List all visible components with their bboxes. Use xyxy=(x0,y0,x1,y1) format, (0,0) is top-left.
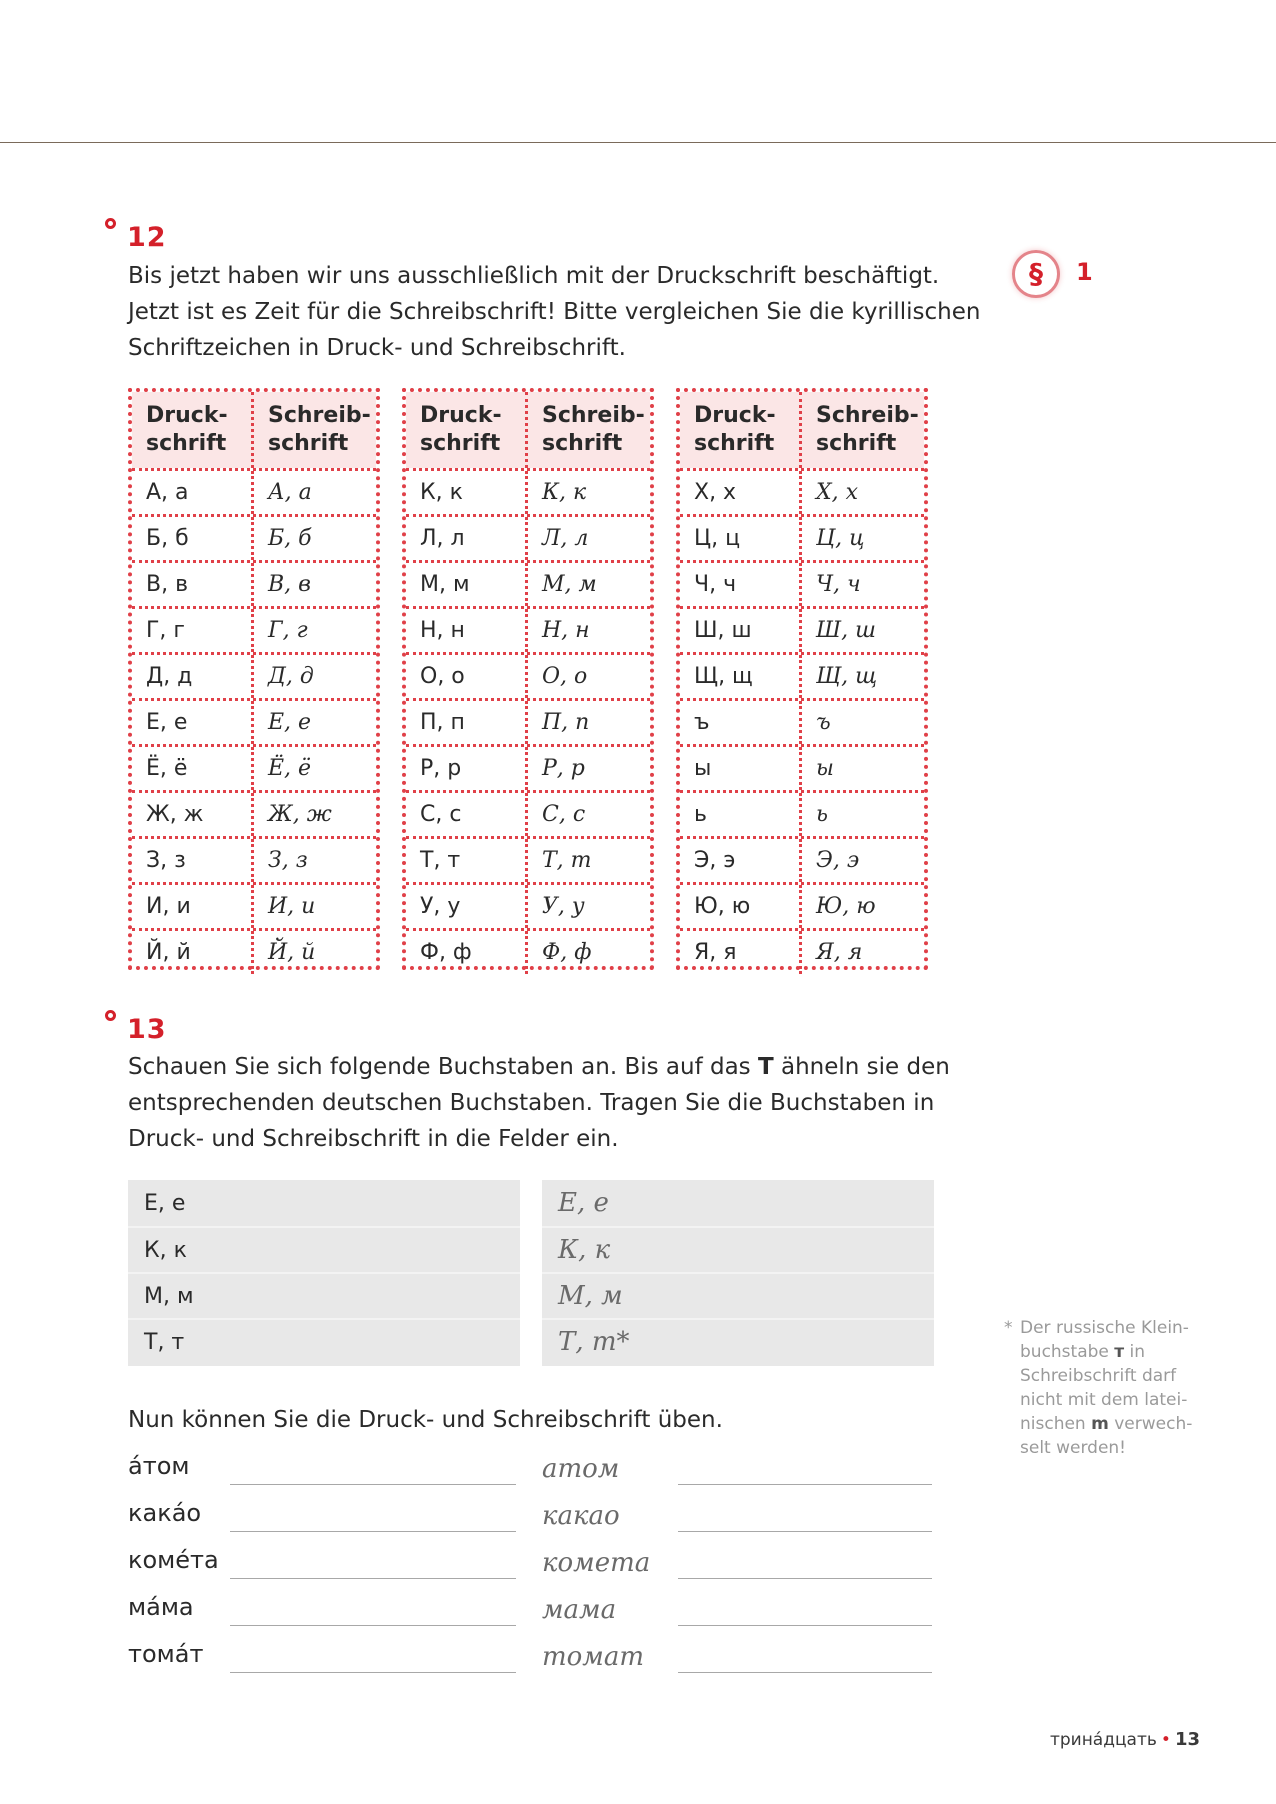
script-letter: Т, т xyxy=(542,848,592,873)
header-rule xyxy=(0,142,1276,143)
writing-line[interactable] xyxy=(678,1578,932,1579)
alphabet-row xyxy=(406,744,650,790)
footnote xyxy=(1004,1316,1214,1460)
alphabet-row xyxy=(406,560,650,606)
alphabet-row xyxy=(132,790,376,836)
script-letter: Ю, ю xyxy=(816,894,876,919)
writing-line[interactable] xyxy=(230,1578,516,1579)
print-letter: Р, р xyxy=(406,747,528,790)
exercise-12-marker xyxy=(105,218,116,229)
alphabet-row xyxy=(406,790,650,836)
alphabet-row xyxy=(406,606,650,652)
print-letter: Г, г xyxy=(132,609,254,652)
script-letter: Б, б xyxy=(268,526,312,551)
print-letter-row: М, м xyxy=(128,1272,520,1318)
page-footer xyxy=(1050,1729,1200,1750)
footer-separator: • xyxy=(1160,1730,1171,1750)
alphabet-row xyxy=(406,468,650,514)
print-letter: Л, л xyxy=(406,517,528,560)
page-number-word: тринáдцать xyxy=(1049,1730,1157,1750)
exercise-13-line: Druck- und Schreibschrift in die Felder ein. xyxy=(128,1126,619,1152)
script-letter: Д, д xyxy=(268,664,314,689)
print-letter: У, у xyxy=(406,885,528,928)
writing-line[interactable] xyxy=(678,1625,932,1626)
writing-line[interactable] xyxy=(230,1672,516,1673)
script-letter-row: М, м xyxy=(542,1272,934,1318)
highlight-letter: т xyxy=(1114,1342,1125,1362)
header-print: Druck- schrift xyxy=(132,392,254,468)
script-letter: И, и xyxy=(268,894,316,919)
script-letter: Ж, ж xyxy=(268,802,332,827)
print-letter: А, а xyxy=(132,471,254,514)
script-letter: В, в xyxy=(268,572,311,597)
script-letter: М, м xyxy=(542,572,597,597)
alphabet-row xyxy=(406,698,650,744)
script-letter: Ч, ч xyxy=(816,572,861,597)
practice-print-word: какáо xyxy=(128,1499,202,1527)
alphabet-table xyxy=(402,388,654,970)
script-letter: З, з xyxy=(268,848,308,873)
practice-row xyxy=(128,1546,934,1593)
practice-row xyxy=(128,1640,934,1687)
alphabet-table xyxy=(128,388,380,970)
script-letter: ы xyxy=(816,756,834,781)
writing-line[interactable] xyxy=(230,1531,516,1532)
alphabet-row xyxy=(680,514,924,560)
paragraph-reference-number: 1 xyxy=(1076,258,1093,286)
exercise-13-instructions xyxy=(128,1049,950,1157)
alphabet-row xyxy=(680,744,924,790)
alphabet-row xyxy=(132,882,376,928)
alphabet-row xyxy=(680,652,924,698)
highlight-letter: m xyxy=(1091,1414,1109,1434)
print-letter: Т, т xyxy=(406,839,528,882)
text-run: buchstabe xyxy=(1020,1342,1115,1362)
footnote-line xyxy=(1020,1340,1214,1364)
print-letter: Ю, ю xyxy=(680,885,802,928)
print-letter: Ф, ф xyxy=(406,931,528,974)
header-script: Schreib- schrift xyxy=(542,403,645,456)
print-letter: ъ xyxy=(680,701,802,744)
alphabet-row xyxy=(680,698,924,744)
writing-line[interactable] xyxy=(230,1484,516,1485)
print-letter: ь xyxy=(680,793,802,836)
print-letter-row: К, к xyxy=(128,1226,520,1272)
script-letters-box xyxy=(542,1180,934,1366)
practice-print-word: áтом xyxy=(128,1452,190,1480)
text-run: verwech- xyxy=(1108,1414,1193,1434)
print-letter: Й, й xyxy=(132,931,254,974)
practice-intro: Nun können Sie die Druck- und Schreibschrift üben. xyxy=(128,1407,723,1433)
exercise-13-line: entsprechenden deutschen Buchstaben. Tragen Sie die Buchstaben in xyxy=(128,1090,935,1116)
header-print: Druck- schrift xyxy=(406,392,528,468)
print-letter: Б, б xyxy=(132,517,254,560)
footnote-star: * xyxy=(1004,1318,1013,1338)
script-letter: Щ, щ xyxy=(816,664,878,689)
footnote-line: Der russische Klein- xyxy=(1020,1318,1189,1338)
exercise-12-number: 12 xyxy=(127,222,167,253)
practice-script-word: какао xyxy=(542,1501,620,1531)
alphabet-row xyxy=(406,652,650,698)
alphabet-row xyxy=(406,928,650,974)
print-letter: Н, н xyxy=(406,609,528,652)
script-letter: А, а xyxy=(268,480,312,505)
writing-line[interactable] xyxy=(678,1531,932,1532)
print-letter: Ж, ж xyxy=(132,793,254,836)
print-letter: Х, х xyxy=(680,471,802,514)
print-letter: Ц, ц xyxy=(680,517,802,560)
print-letter: З, з xyxy=(132,839,254,882)
print-letter: В, в xyxy=(132,563,254,606)
alphabet-table-header xyxy=(132,392,376,468)
writing-line[interactable] xyxy=(678,1672,932,1673)
alphabet-row xyxy=(132,560,376,606)
print-letter: К, к xyxy=(406,471,528,514)
print-letter: Ч, ч xyxy=(680,563,802,606)
alphabet-row xyxy=(680,606,924,652)
script-letter: Г, г xyxy=(268,618,308,643)
practice-script-word: атом xyxy=(542,1454,620,1484)
alphabet-table xyxy=(676,388,928,970)
footnote-line xyxy=(1020,1412,1214,1436)
text-run: ähneln sie den xyxy=(773,1054,950,1080)
alphabet-row xyxy=(132,836,376,882)
script-letter-row: Е, е xyxy=(558,1188,609,1218)
alphabet-row xyxy=(132,468,376,514)
print-letter: И, и xyxy=(132,885,254,928)
script-letter: Ц, ц xyxy=(816,526,865,551)
print-letter: М, м xyxy=(406,563,528,606)
footnote-line: Schreibschrift darf xyxy=(1020,1366,1177,1386)
script-letter: К, к xyxy=(542,480,587,505)
alphabet-row xyxy=(132,928,376,974)
print-letter: Ё, ё xyxy=(132,747,254,790)
exercise-13-marker xyxy=(105,1010,116,1021)
alphabet-row xyxy=(132,698,376,744)
alphabet-row xyxy=(406,882,650,928)
print-letter: П, п xyxy=(406,701,528,744)
exercise-12-line: Jetzt ist es Zeit für die Schreibschrift! Bitte vergleichen Sie die kyrillischen xyxy=(128,299,981,325)
print-letter-row: Т, т xyxy=(128,1318,520,1364)
script-letter: Э, э xyxy=(816,848,860,873)
print-letter: О, о xyxy=(406,655,528,698)
exercise-13-number: 13 xyxy=(127,1014,167,1045)
alphabet-row xyxy=(680,790,924,836)
alphabet-row xyxy=(680,882,924,928)
print-letter-row: Е, е xyxy=(144,1190,186,1216)
script-letter: ъ xyxy=(816,710,831,735)
script-letter: Ё, ё xyxy=(268,756,312,781)
script-letter: Х, х xyxy=(816,480,859,505)
practice-lines xyxy=(128,1452,934,1687)
page-number: 13 xyxy=(1174,1729,1200,1750)
alphabet-row xyxy=(132,606,376,652)
practice-print-word: комéта xyxy=(128,1546,219,1574)
writing-line[interactable] xyxy=(230,1625,516,1626)
exercise-12-instructions xyxy=(128,258,980,366)
header-script: Schreib- schrift xyxy=(268,403,371,456)
footnote-line: nicht mit dem latei- xyxy=(1020,1390,1188,1410)
print-letter: Е, е xyxy=(132,701,254,744)
script-letter: С, с xyxy=(542,802,586,827)
alphabet-row xyxy=(680,468,924,514)
alphabet-row xyxy=(406,836,650,882)
script-letter-row: К, к xyxy=(542,1226,934,1272)
footnote-line: selt werden! xyxy=(1020,1438,1127,1458)
script-letter: П, п xyxy=(542,710,590,735)
alphabet-row xyxy=(132,514,376,560)
alphabet-row xyxy=(132,652,376,698)
alphabet-table-header xyxy=(406,392,650,468)
practice-print-word: мáма xyxy=(128,1593,194,1621)
alphabet-row xyxy=(406,514,650,560)
print-letter: ы xyxy=(680,747,802,790)
highlight-letter: Т xyxy=(757,1054,774,1080)
script-letter: О, о xyxy=(542,664,588,689)
practice-script-word: комета xyxy=(542,1548,651,1578)
text-run: Schauen Sie sich folgende Buchstaben an. Bis auf das xyxy=(128,1054,758,1080)
alphabet-table-header xyxy=(680,392,924,468)
text-run: in xyxy=(1124,1342,1146,1362)
exercise-12-line: Bis jetzt haben wir uns ausschließlich mit der Druckschrift beschäftigt. xyxy=(128,263,940,289)
paragraph-reference-badge xyxy=(1012,250,1060,298)
practice-script-word: мама xyxy=(542,1595,617,1625)
script-letter: Л, л xyxy=(542,526,589,551)
print-letter: Д, д xyxy=(132,655,254,698)
script-letter: Й, й xyxy=(268,940,316,965)
practice-row xyxy=(128,1593,934,1640)
practice-script-word: томат xyxy=(542,1642,645,1672)
exercise-12-line: Schriftzeichen in Druck- und Schreibschrift. xyxy=(128,335,626,361)
practice-print-word: томáт xyxy=(128,1640,204,1668)
script-letter: Н, н xyxy=(542,618,590,643)
print-letter: Э, э xyxy=(680,839,802,882)
print-letter: С, с xyxy=(406,793,528,836)
print-letters-box xyxy=(128,1180,520,1366)
header-print: Druck- schrift xyxy=(680,392,802,468)
script-letter-row: Т, т* xyxy=(542,1318,934,1364)
alphabet-row xyxy=(680,560,924,606)
script-letter: Е, е xyxy=(268,710,312,735)
paragraph-icon: § xyxy=(1029,257,1043,290)
print-letter: Щ, щ xyxy=(680,655,802,698)
script-letter: Ф, ф xyxy=(542,940,592,965)
exercise-13-line xyxy=(128,1049,950,1085)
script-letter: Ш, ш xyxy=(816,618,876,643)
script-letter: У, у xyxy=(542,894,585,919)
header-script: Schreib- schrift xyxy=(816,403,919,456)
script-letter: Я, я xyxy=(816,940,863,965)
alphabet-row xyxy=(132,744,376,790)
practice-row xyxy=(128,1452,934,1499)
practice-row xyxy=(128,1499,934,1546)
script-letter: Р, р xyxy=(542,756,585,781)
alphabet-row xyxy=(680,836,924,882)
print-letter: Я, я xyxy=(680,931,802,974)
writing-line[interactable] xyxy=(678,1484,932,1485)
text-run: nischen xyxy=(1020,1414,1092,1434)
alphabet-row xyxy=(680,928,924,974)
script-letter: ь xyxy=(816,802,828,827)
print-letter: Ш, ш xyxy=(680,609,802,652)
